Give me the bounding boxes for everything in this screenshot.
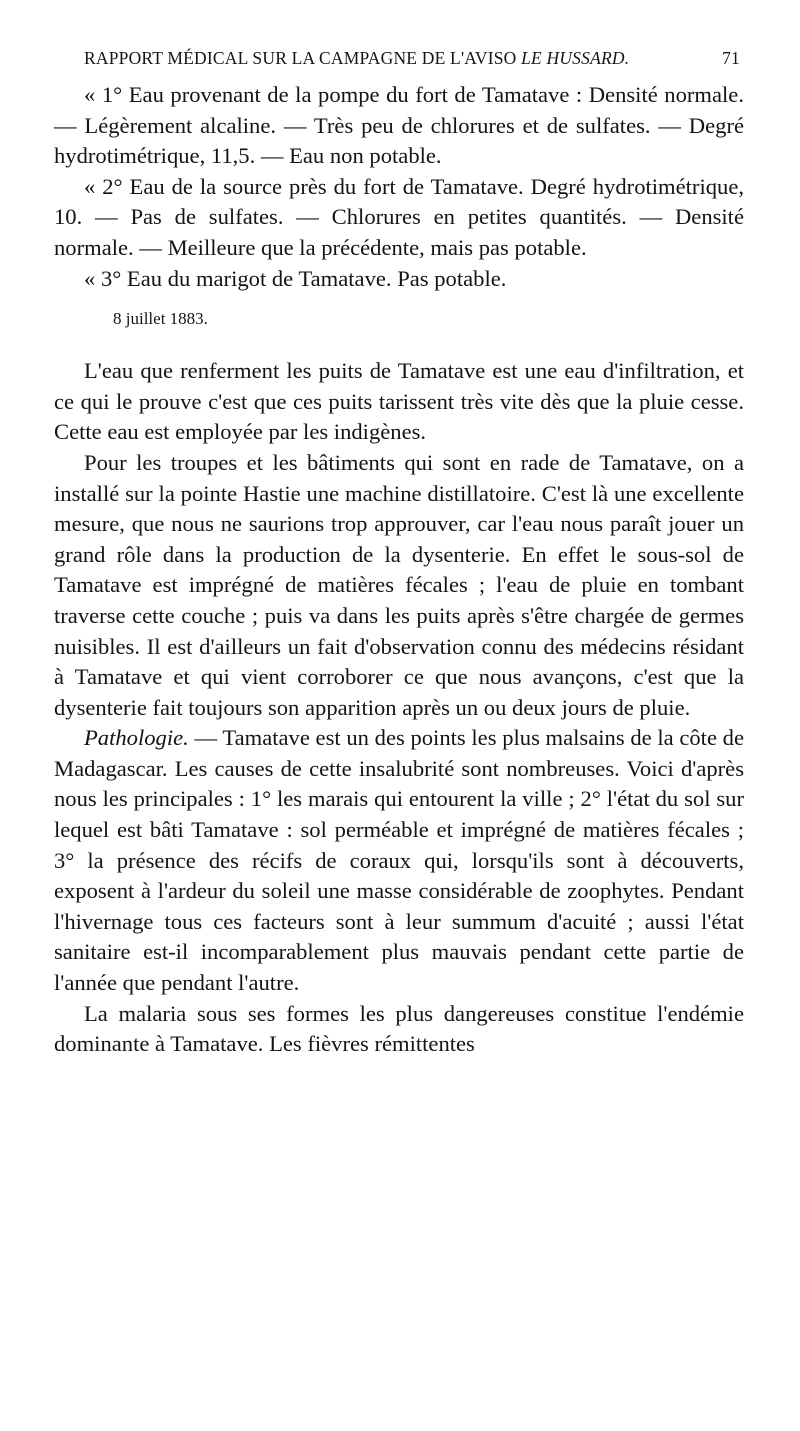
paragraph-distillation: Pour les troupes et les bâtiments qui sont en rade de Tamatave, on a installé sur la pointe Hastie une machine distillatoire. C'est là une excellente mesure, que nous ne saurions trop approuver, car l'eau nous paraît jouer un grand rôle dans la production de la dysenterie. En effet le sous-sol de Tamatave est imprégné de matières fécales ; l'eau de pluie en tombant traverse cette couche ; puis va dans les puits après s'être chargée de germes nuisibles. Il est d'ailleurs un fait d'observation connu des médecins résidant à Tamatave et qui vient corroborer ce que nous avançons, c'est que la dysenterie fait toujours son apparition après un ou deux jours de pluie. — [54, 449, 744, 720]
quote-paragraph-2: « 2° Eau de la source près du fort de Tamatave. Degré hydrotimétrique, 10. — Pas de sulfates. — Chlorures en petites quantités. — Densité normale. — Meilleure que la précédente, mais pas potable. — [54, 173, 744, 260]
quote-paragraph-3: « 3° Eau du marigot de Tamatave. Pas potable. — [84, 265, 507, 291]
body-text — [54, 80, 744, 1060]
date-line: 8 juillet 1883. — [113, 309, 208, 329]
quote-paragraph-1: « 1° Eau provenant de la pompe du fort de Tamatave : Densité normale. — Légèrement alcaline. — Très peu de chlorures et de sulfates. — Degré hydrotimétrique, 11,5. — Eau non potable. — [54, 82, 744, 169]
section-title-pathology: Pathologie. — [84, 725, 189, 751]
header-ship-name: LE HUSSARD. — [521, 48, 630, 68]
page-number: 71 — [722, 48, 740, 68]
header-title — [84, 40, 629, 76]
paragraph-pathology — [54, 723, 744, 998]
paragraph-malaria: La malaria sous ses formes les plus dangereuses constitue l'endémie dominante à Tamatave. Les fièvres rémittentes — [54, 1000, 744, 1057]
running-header — [54, 40, 744, 76]
paragraph-wells: L'eau que renferment les puits de Tamatave est une eau d'infiltration, et ce qui le prouve c'est que ces puits tarissent très vite dès que la pluie cesse. Cette eau est employée par les indigènes. — [54, 358, 744, 445]
header-title-prefix: RAPPORT MÉDICAL SUR LA CAMPAGNE DE L'AVISO — [84, 48, 517, 68]
paragraph-pathology-text: — Tamatave est un des points les plus malsains de la côte de Madagascar. Les causes de cette insalubrité sont nombreuses. Voici d'après nous les principales : 1° les marais qui entourent la ville ; 2° l'état du sol sur lequel est bâti Tamatave : sol perméable et imprégné de matières fécales ; 3° la présence des récifs de coraux qui, lorsqu'ils sont à découverts, exposent à l'ardeur du soleil une masse considérable de zoophytes. Pendant l'hivernage tous ces facteurs sont à leur summum d'acuité ; aussi l'état sanitaire est-il incomparablement plus mauvais pendant cette partie de l'année que pendant l'autre. — [54, 725, 744, 996]
document-page — [54, 40, 744, 1060]
